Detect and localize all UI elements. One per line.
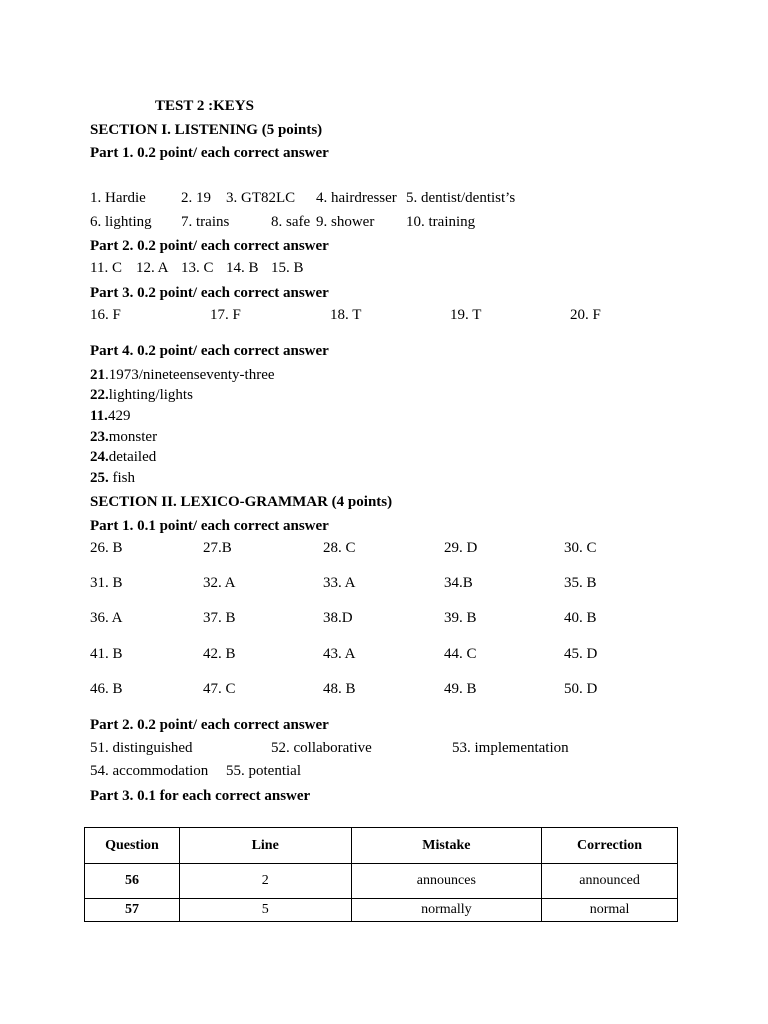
answer-item: 54. accommodation <box>90 763 209 779</box>
answer-item: 49. B <box>444 681 477 697</box>
answer-item: 11. C <box>90 260 122 276</box>
answer-item: 15. B <box>271 260 304 276</box>
part-heading: Part 2. 0.2 point/ each correct answer <box>90 238 329 254</box>
answer-item: 50. D <box>564 681 598 697</box>
answer-item: 24.detailed <box>90 449 157 465</box>
answer-item: 42. B <box>203 646 236 662</box>
answer-item: 11.429 <box>90 408 131 424</box>
answer-item: 5. dentist/dentist’s <box>406 190 516 206</box>
answer-item: 29. D <box>444 540 478 556</box>
answer-item: 14. B <box>226 260 259 276</box>
part-heading: Part 1. 0.2 point/ each correct answer <box>90 145 329 161</box>
answer-item: 46. B <box>90 681 123 697</box>
answer-item: 10. training <box>406 214 476 230</box>
answer-item: 8. safe <box>271 214 311 230</box>
table-cell: 56 <box>85 864 180 899</box>
answer-item: 52. collaborative <box>271 740 372 756</box>
answer-item: 44. C <box>444 646 477 662</box>
answer-item: 53. implementation <box>452 740 569 756</box>
answer-item: 12. A <box>136 260 169 276</box>
answer-item: 16. F <box>90 307 121 323</box>
table-cell: normal <box>542 899 678 922</box>
answer-item: 36. A <box>90 610 123 626</box>
section-heading-listening: SECTION I. LISTENING (5 points) <box>90 122 323 138</box>
answer-item: 3. GT82LC <box>226 190 296 206</box>
part-heading: Part 1. 0.1 point/ each correct answer <box>90 518 329 534</box>
table-header-row <box>85 828 678 864</box>
answer-item: 22.lighting/lights <box>90 387 193 403</box>
answer-item: 37. B <box>203 610 236 626</box>
answer-item: 47. C <box>203 681 236 697</box>
answer-item: 30. C <box>564 540 597 556</box>
answer-item: 20. F <box>570 307 601 323</box>
part-heading: Part 3. 0.2 point/ each correct answer <box>90 285 329 301</box>
table-cell: announced <box>542 864 678 899</box>
answer-item: 19. T <box>450 307 482 323</box>
answer-item: 32. A <box>203 575 236 591</box>
column-header: Line <box>179 828 351 864</box>
table-cell: 57 <box>85 899 180 922</box>
table-cell: announces <box>351 864 542 899</box>
answer-item: 39. B <box>444 610 477 626</box>
table-cell: 2 <box>179 864 351 899</box>
table-row <box>85 899 678 922</box>
answer-item: 25. fish <box>90 470 135 486</box>
page-title: TEST 2 :KEYS <box>155 98 254 114</box>
answer-item: 55. potential <box>226 763 301 779</box>
answer-item: 41. B <box>90 646 123 662</box>
column-header: Mistake <box>351 828 542 864</box>
table-row <box>85 864 678 899</box>
answer-item: 45. D <box>564 646 598 662</box>
section-heading-lexico-grammar: SECTION II. LEXICO-GRAMMAR (4 points) <box>90 494 393 510</box>
answer-item: 7. trains <box>181 214 230 230</box>
answer-item: 48. B <box>323 681 356 697</box>
answer-item: 28. C <box>323 540 356 556</box>
answer-item: 34.B <box>444 575 473 591</box>
answer-item: 26. B <box>90 540 123 556</box>
table-cell: 5 <box>179 899 351 922</box>
answer-item: 4. hairdresser <box>316 190 397 206</box>
answer-item: 13. C <box>181 260 214 276</box>
answer-item: 31. B <box>90 575 123 591</box>
part-heading: Part 3. 0.1 for each correct answer <box>90 788 311 804</box>
answer-item: 33. A <box>323 575 356 591</box>
column-header: Correction <box>542 828 678 864</box>
answer-item: 6. lighting <box>90 214 152 230</box>
answer-item: 51. distinguished <box>90 740 193 756</box>
part-heading: Part 2. 0.2 point/ each correct answer <box>90 717 329 733</box>
answer-item: 38.D <box>323 610 353 626</box>
answer-item: 1. Hardie <box>90 190 146 206</box>
answer-item: 35. B <box>564 575 597 591</box>
column-header: Question <box>85 828 180 864</box>
answer-item: 21.1973/nineteenseventy-three <box>90 367 275 383</box>
answer-item: 40. B <box>564 610 597 626</box>
table-cell: normally <box>351 899 542 922</box>
answer-item: 17. F <box>210 307 241 323</box>
mistake-correction-table <box>84 827 678 922</box>
answer-item: 27.B <box>203 540 232 556</box>
answer-item: 2. 19 <box>181 190 211 206</box>
answer-item: 43. A <box>323 646 356 662</box>
part-heading: Part 4. 0.2 point/ each correct answer <box>90 343 329 359</box>
answer-item: 23.monster <box>90 429 158 445</box>
answer-item: 18. T <box>330 307 362 323</box>
answer-item: 9. shower <box>316 214 375 230</box>
